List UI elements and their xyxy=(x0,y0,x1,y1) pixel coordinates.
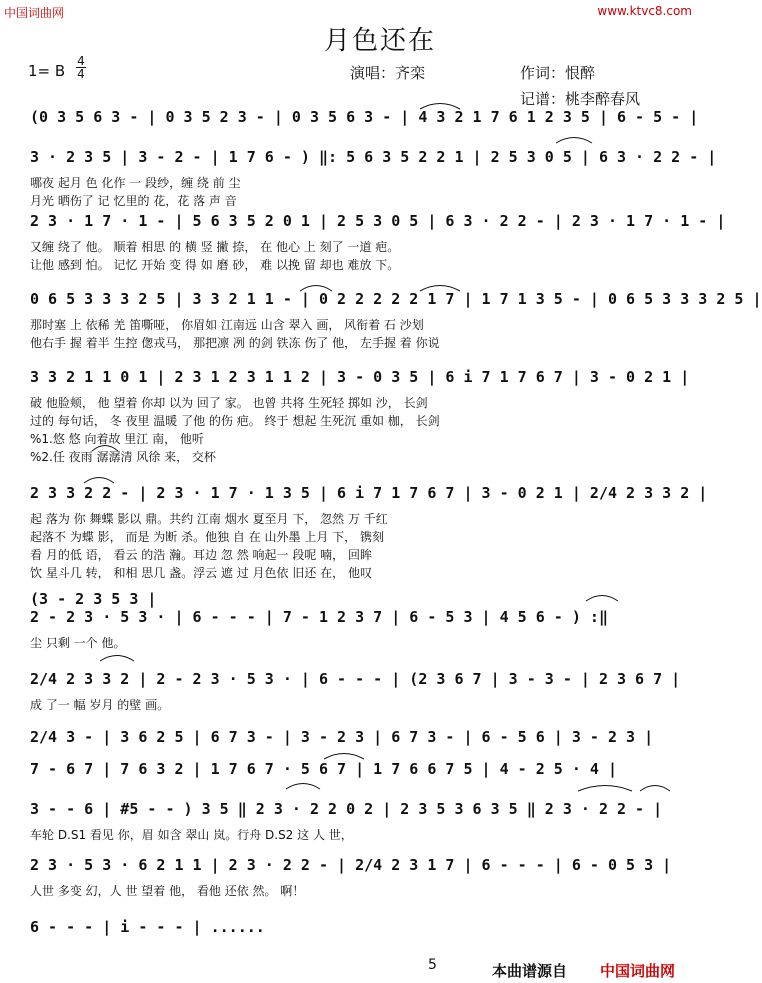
notation-row: 0 6 5 3 3 3 2 5 | 3 3 2 1 1 - | 0 2 2 2 2 2 1 7 | 1 7 1 3 5 - | 0 6 5 3 3 3 2 5 | xyxy=(30,290,762,308)
slur-arc xyxy=(556,134,592,144)
transcriber: 记谱：桃李醉春风 xyxy=(520,90,641,108)
lyricist: 作词：恨醉 xyxy=(520,64,596,82)
lyric-line: %1.悠 悠 向着故 里江 南， 他听 xyxy=(30,432,204,446)
lyric-line: 破 他脸颊， 他 望着 你却 以为 回了 家。 也曾 共将 生死轻 掷如 沙， 长剑 xyxy=(30,396,428,410)
slur-arc xyxy=(84,474,114,484)
notation-row: 2 3 · 5 3 · 6 2 1 1 | 2 3 · 2 2 - | 2/4 2 3 1 7 | 6 - - - | 6 - 0 5 3 | xyxy=(30,856,672,874)
lyric-line: 那时塞 上 依稀 羌 笛嘶哑， 你眉如 江南远 山含 翠入 画， 风衔着 石 沙划 xyxy=(30,318,424,332)
slur-arc xyxy=(586,592,618,602)
lyric-line: 他右手 握 着半 生控 偬戎马， 那把凛 冽 的剑 铁冻 伤了 他， 左手握 着 你说 xyxy=(30,336,440,350)
notation-row: 2 3 · 1 7 · 1 - | 5 6 3 5 2 0 1 | 2 5 3 0 5 | 6 3 · 2 2 - | 2 3 · 1 7 · 1 - | xyxy=(30,212,726,230)
slur-arc xyxy=(640,782,670,792)
page-number: 5 xyxy=(428,957,437,973)
lyric-line: 看 月的低 语， 看云 的浩 瀚。耳边 忽 然 响起一 段呢 喃， 回眸 xyxy=(30,548,372,562)
time-denominator: 4 xyxy=(77,67,85,81)
notation-row: 7 - 6 7 | 7 6 3 2 | 1 7 6 7 · 5 6 7 | 1 7 6 6 7 5 | 4 - 2 5 · 4 | xyxy=(30,760,617,778)
notation-row: (0 3 5 6 3 - | 0 3 5 2 3 - | 0 3 5 6 3 - | 4 3 2 1 7 6 1 2 3 5 | 6 - 5 - | xyxy=(30,108,699,126)
lyric-line: 饮 星斗几 转， 和相 思几 盏。浮云 遮 过 月色依 旧还 在， 他叹 xyxy=(30,566,372,580)
footer-site: 中国词曲网 xyxy=(600,962,676,980)
slur-arc xyxy=(100,652,134,662)
lyric-line: 又缠 绕了 他。 顺着 相思 的 横 竖 撇 捺， 在 他心 上 刻了 一道 疤。 xyxy=(30,240,400,254)
song-title: 月色还在 xyxy=(324,26,437,56)
lyric-line: 过的 每句话， 冬 夜里 温暖 了他 的伤 疤。 终于 想起 生死沉 重如 枷， 长剑 xyxy=(30,414,440,428)
slur-arc xyxy=(420,100,460,110)
singer: 演唱：齐栾 xyxy=(350,64,426,82)
notation-row: 2/4 2 3 3 2 | 2 - 2 3 · 5 3 · | 6 - - - | (2 3 6 7 | 3 - 3 - | 2 3 6 7 | xyxy=(30,670,681,688)
watermark-left: 中国词曲网 xyxy=(4,6,65,20)
notation-row: 2 3 3 2 2 - | 2 3 · 1 7 · 1 3 5 | 6 i 7 1 7 6 7 | 3 - 0 2 1 | 2/4 2 3 3 2 | xyxy=(30,484,708,502)
notation-row: (3 - 2 3 5 3 | xyxy=(30,590,157,608)
slur-arc xyxy=(92,442,118,452)
notation-row: 3 - - 6 | #5 - - ) 3 5 ‖ 2 3 · 2 2 0 2 | 2 3 5 3 6 3 5 ‖ 2 3 · 2 2 - | xyxy=(30,800,663,818)
watermark-right: www.ktvc8.com xyxy=(597,4,692,18)
lyric-line: 让他 感到 怕。 记忆 开始 变 得 如 磨 砂， 难 以挽 留 却也 难放 下。 xyxy=(30,258,400,272)
notation-row: 2 - 2 3 · 5 3 · | 6 - - - | 7 - 1 2 3 7 | 6 - 5 3 | 4 5 6 - ) :‖ xyxy=(30,608,608,626)
lyric-line: 成 了一 幅 岁月 的壁 画。 xyxy=(30,698,170,712)
notation-row: 3 3 2 1 1 0 1 | 2 3 1 2 3 1 1 2 | 3 - 0 3 5 | 6 i 7 1 7 6 7 | 3 - 0 2 1 | xyxy=(30,368,690,386)
time-numerator: 4 xyxy=(77,54,85,68)
notation-row: 6 - - - | i - - - | ...... xyxy=(30,918,265,936)
lyric-line: %2.任 夜雨 潺潺清 风徐 来， 交杯 xyxy=(30,450,216,464)
slur-arc xyxy=(578,782,632,792)
slur-arc xyxy=(286,780,320,790)
lyric-line: 起 落为 你 舞蝶 影以 鼎。共约 江南 烟水 夏至月 下， 忽然 万 千红 xyxy=(30,512,388,526)
notation-row: 2/4 3 - | 3 6 2 5 | 6 7 3 - | 3 - 2 3 | 6 7 3 - | 6 - 5 6 | 3 - 2 3 | xyxy=(30,728,654,746)
lyric-line: 尘 只剩 一个 他。 xyxy=(30,636,126,650)
slur-arc xyxy=(324,750,364,760)
key-signature: 1= B xyxy=(28,62,66,80)
slur-arc xyxy=(420,282,460,292)
slur-arc xyxy=(300,282,332,292)
lyric-line: 起落不 为蝶 影， 而是 为断 杀。他独 自 在 山外墨 上月 下， 镌刻 xyxy=(30,530,384,544)
lyric-line: 哪夜 起月 色 化作 一 段纱，缠 绕 前 尘 xyxy=(30,176,241,190)
time-signature xyxy=(76,55,86,80)
lyric-line: 月光 晒伤了 记 忆里的 花，花 落 声 音 xyxy=(30,194,237,208)
footer-source: 本曲谱源自 xyxy=(492,962,568,980)
lyric-line: 人世 多变 幻，人 世 望着 他， 看他 还依 然。 啊！ xyxy=(30,884,305,898)
notation-row: 3 · 2 3 5 | 3 - 2 - | 1 7 6 - ) ‖: 5 6 3 5 2 2 1 | 2 5 3 0 5 | 6 3 · 2 2 - | xyxy=(30,148,717,166)
lyric-line: 车轮 D.S1 看见 你，眉 如含 翠山 岚。行舟 D.S2 这 人 世， xyxy=(30,828,353,842)
